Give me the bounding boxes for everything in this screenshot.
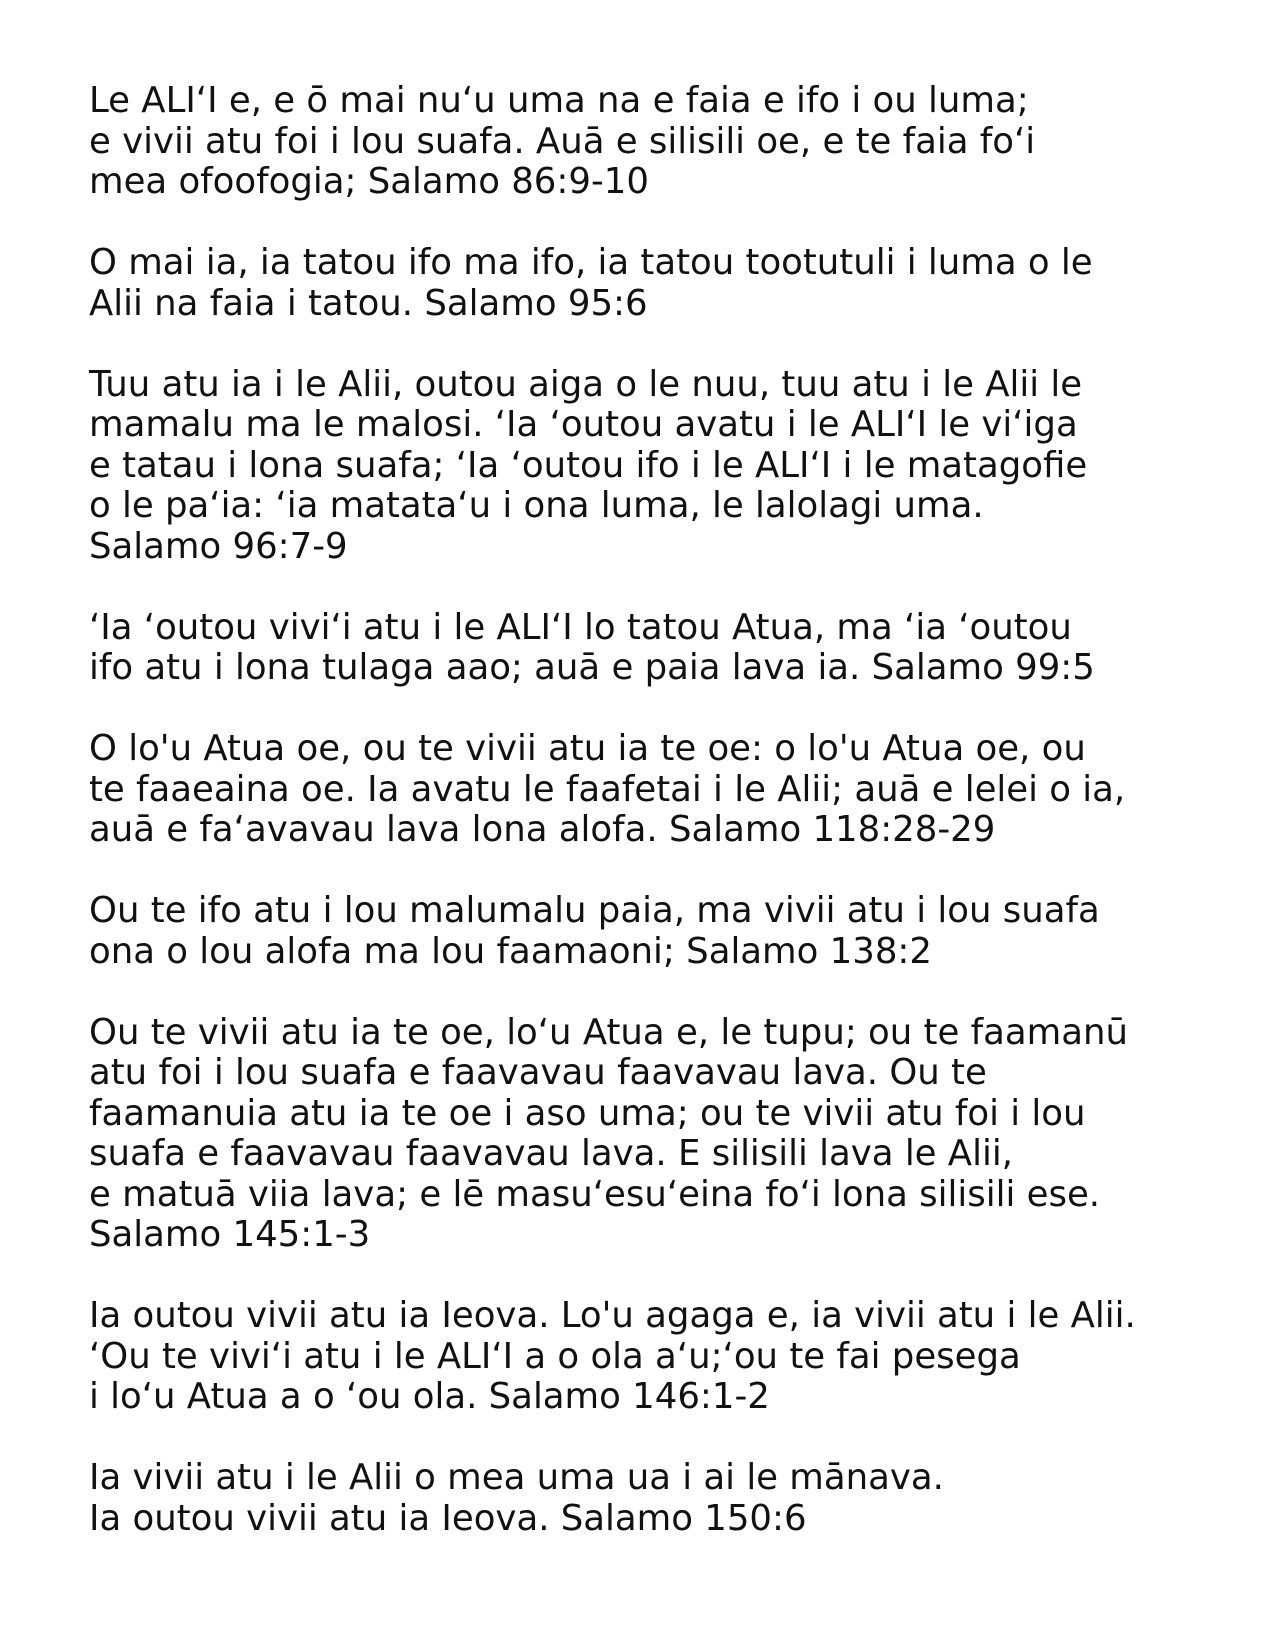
verse-line: Salamo 145:1-3 bbox=[89, 1214, 371, 1255]
verse-block-psalm-86 bbox=[89, 81, 1259, 203]
verse-block-psalm-96 bbox=[89, 365, 1259, 568]
verse-line: auā e faʻavavau lava lona alofa. Salamo 118:28-29 bbox=[89, 809, 996, 850]
verse-line: mamalu ma le malosi. ʻIa ʻoutou avatu i le ALIʻI le viʻiga bbox=[89, 404, 1078, 445]
verse-line: o le paʻia: ʻia matataʻu i ona luma, le lalolagi uma. bbox=[89, 485, 984, 526]
verse-line: ʻOu te viviʻi atu i le ALIʻI a o ola aʻu;ʻou te fai pesega bbox=[89, 1335, 1021, 1377]
verse-line: atu foi i lou suafa e faavavau faavavau lava. Ou te bbox=[89, 1052, 987, 1093]
verse-line: i loʻu Atua a o ʻou ola. Salamo 146:1-2 bbox=[89, 1376, 770, 1417]
verse-line: Alii na faia i tatou. Salamo 95:6 bbox=[89, 282, 648, 324]
verse-line: Ia outou vivii atu ia Ieova. Lo'u agaga e, ia vivii atu i le Alii. bbox=[89, 1295, 1136, 1336]
verse-line: Ou te vivii atu ia te oe, loʻu Atua e, le tupu; ou te faamanū bbox=[89, 1011, 1128, 1053]
verse-line: ifo atu i lona tulaga aao; auā e paia lava ia. Salamo 99:5 bbox=[89, 647, 1095, 688]
verse-line: Ou te ifo atu i lou malumalu paia, ma vivii atu i lou suafa bbox=[89, 890, 1100, 931]
psalm-verses bbox=[89, 81, 1259, 1539]
verse-line: mea ofoofogia; Salamo 86:9-10 bbox=[89, 161, 649, 202]
verse-block-psalm-145 bbox=[89, 1013, 1259, 1256]
verse-block-psalm-118 bbox=[89, 729, 1259, 851]
verse-line: suafa e faavavau faavavau lava. E silisili lava le Alii, bbox=[89, 1133, 1013, 1174]
verse-line: Salamo 96:7-9 bbox=[89, 525, 348, 567]
verse-line: e vivii atu foi i lou suafa. Auā e silisili oe, e te faia foʻi bbox=[89, 120, 1036, 162]
verse-line: ona o lou alofa ma lou faamaoni; Salamo 138:2 bbox=[89, 930, 932, 972]
verse-line: e matuā viia lava; e lē masuʻesuʻeina foʻi lona silisili ese. bbox=[89, 1173, 1101, 1215]
verse-line: faamanuia atu ia te oe i aso uma; ou te vivii atu foi i lou bbox=[89, 1092, 1086, 1134]
verse-block-psalm-138 bbox=[89, 891, 1259, 972]
verse-line: te faaeaina oe. Ia avatu le faafetai i le Alii; auā e lelei o ia, bbox=[89, 768, 1126, 810]
verse-block-psalm-150 bbox=[89, 1458, 1259, 1539]
verse-line: Le ALIʻI e, e ō mai nuʻu uma na e faia e ifo i ou luma; bbox=[89, 80, 1029, 121]
verse-line: O lo'u Atua oe, ou te vivii atu ia te oe: o lo'u Atua oe, ou bbox=[89, 728, 1086, 769]
verse-line: Ia vivii atu i le Alii o mea uma ua i ai le mānava. bbox=[89, 1457, 944, 1498]
verse-line: Ia outou vivii atu ia Ieova. Salamo 150:6 bbox=[89, 1497, 807, 1539]
verse-block-psalm-99 bbox=[89, 608, 1259, 689]
verse-line: O mai ia, ia tatou ifo ma ifo, ia tatou tootutuli i luma o le bbox=[89, 242, 1093, 283]
verse-line: Tuu atu ia i le Alii, outou aiga o le nuu, tuu atu i le Alii le bbox=[89, 363, 1083, 405]
verse-line: e tatau i lona suafa; ʻIa ʻoutou ifo i le ALIʻI i le matagofie bbox=[89, 444, 1088, 486]
verse-line: ʻIa ʻoutou viviʻi atu i le ALIʻI lo tatou Atua, ma ʻia ʻoutou bbox=[89, 606, 1072, 648]
verse-block-psalm-146 bbox=[89, 1296, 1259, 1418]
verse-block-psalm-95 bbox=[89, 243, 1259, 324]
